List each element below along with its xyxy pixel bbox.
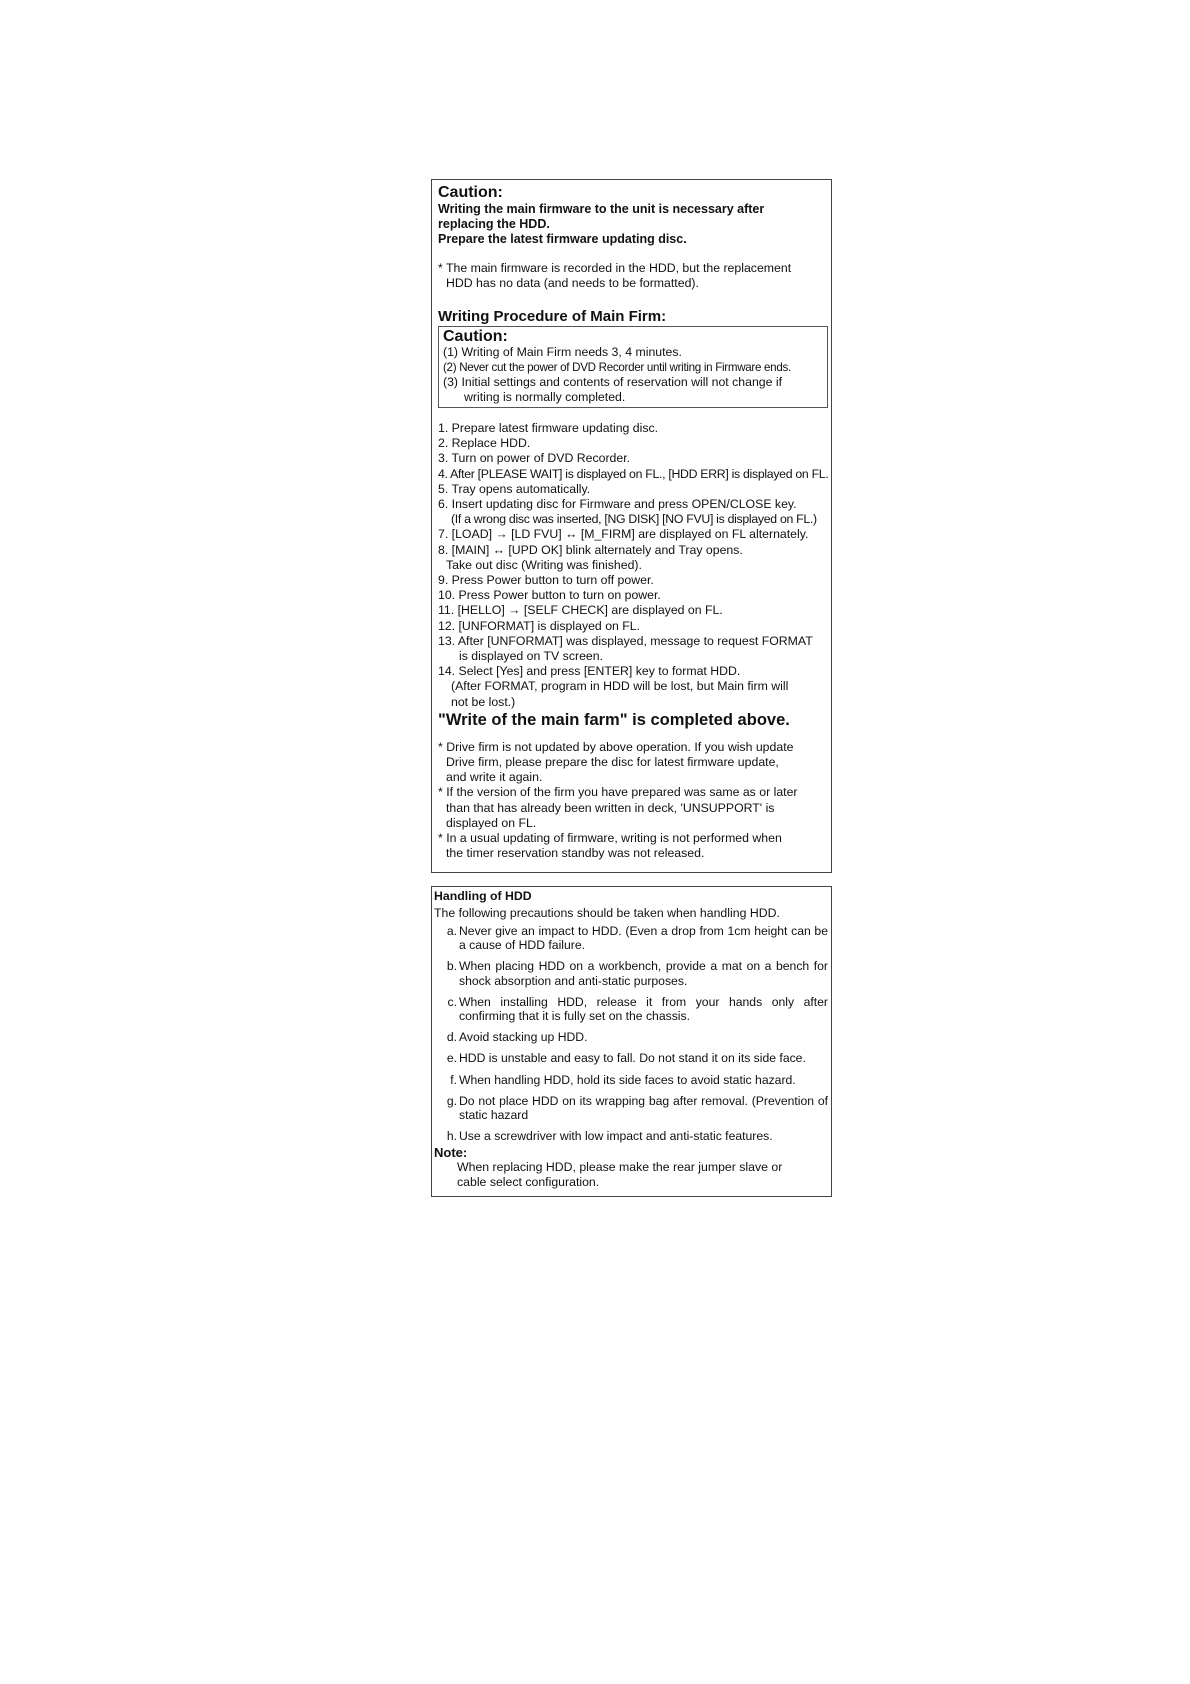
firmware-note: * The main firmware is recorded in the HDD, but the replacement	[438, 261, 792, 275]
step: (After FORMAT, program in HDD will be lost, but Main firm will	[451, 679, 789, 694]
step: 11. [HELLO] → [SELF CHECK] are displayed on FL.	[438, 603, 723, 618]
step: 5. Tray opens automatically.	[438, 481, 591, 496]
footnote: Drive firm, please prepare the disc for latest firmware update,	[446, 755, 779, 770]
step: 6. Insert updating disc for Firmware and press OPEN/CLOSE key.	[438, 497, 797, 512]
step: not be lost.)	[451, 694, 516, 709]
hdd-precaution	[434, 959, 828, 987]
step: 13. After [UNFORMAT] was displayed, message to request FORMAT	[438, 633, 813, 648]
note-line: When replacing HDD, please make the rear jumper slave or	[457, 1160, 783, 1175]
step: Take out disc (Writing was finished).	[446, 557, 642, 572]
step: (If a wrong disc was inserted, [NG DISK] [NO FVU] is displayed on FL.)	[451, 512, 817, 527]
hdd-precaution-text: When installing HDD, release it from your hands only after confirming that it is fully set on the chassis.	[459, 994, 828, 1024]
step: 14. Select [Yes] and press [ENTER] key to format HDD.	[438, 664, 741, 679]
note-title: Note:	[434, 1145, 468, 1161]
footnote: and write it again.	[446, 770, 543, 785]
caution-line: Prepare the latest firmware updating disc.	[438, 232, 687, 246]
firmware-note: HDD has no data (and needs to be formatted).	[446, 276, 699, 290]
step: is displayed on TV screen.	[459, 649, 603, 664]
procedure-title: Writing Procedure of Main Firm:	[438, 308, 667, 325]
step: 9. Press Power button to turn off power.	[438, 573, 654, 588]
step: 12. [UNFORMAT] is displayed on FL.	[438, 618, 641, 633]
step: 8. [MAIN] ↔ [UPD OK] blink alternately and Tray opens.	[438, 542, 743, 557]
hdd-precaution	[434, 1073, 828, 1087]
hdd-precaution	[434, 924, 828, 952]
hdd-precaution-text: Do not place HDD on its wrapping bag after removal. (Prevention of static hazard	[459, 1093, 828, 1123]
hdd-title: Handling of HDD	[434, 889, 532, 903]
hdd-precaution-label: g.	[446, 1093, 457, 1108]
footnote: the timer reservation standby was not released.	[446, 846, 705, 861]
inner-caution-box	[438, 326, 828, 408]
hdd-precaution-text: Use a screwdriver with low impact and anti-static features.	[459, 1129, 773, 1144]
inner-caution-item: (1) Writing of Main Firm needs 3, 4 minutes.	[443, 345, 682, 359]
hdd-precaution	[434, 1094, 828, 1122]
hdd-precaution-text: Never give an impact to HDD. (Even a drop from 1cm height can be a cause of HDD failure.	[459, 924, 828, 953]
firmware-caution-box	[431, 179, 832, 873]
caution-title: Caution:	[438, 184, 503, 201]
inner-caution-item: (2) Never cut the power of DVD Recorder until writing in Firmware ends.	[443, 361, 791, 374]
caution-line: Writing the main firmware to the unit is necessary after	[438, 202, 765, 216]
hdd-precaution	[434, 1129, 828, 1143]
step: 3. Turn on power of DVD Recorder.	[438, 451, 631, 466]
note-line: cable select configuration.	[457, 1175, 600, 1190]
hdd-handling-box	[431, 886, 832, 1197]
inner-caution-title: Caution:	[443, 328, 508, 345]
footnote: * In a usual updating of firmware, writing is not performed when	[438, 831, 782, 846]
hdd-precaution-text: When handling HDD, hold its side faces to avoid static hazard.	[459, 1072, 796, 1087]
procedure-steps	[438, 421, 829, 710]
footnote: * Drive firm is not updated by above operation. If you wish update	[438, 739, 794, 754]
footnote: than that has already been written in deck, 'UNSUPPORT' is	[446, 800, 775, 815]
hdd-precaution-label: e.	[446, 1051, 457, 1066]
hdd-precaution-label: f.	[450, 1072, 457, 1087]
step: 1. Prepare latest firmware updating disc.	[438, 421, 659, 435]
footnote: displayed on FL.	[446, 815, 537, 830]
hdd-precaution-text: Avoid stacking up HDD.	[459, 1030, 588, 1045]
hdd-precaution-label: c.	[447, 994, 457, 1009]
hdd-precaution	[434, 995, 828, 1023]
hdd-precaution-label: b.	[446, 959, 457, 974]
caution-line: replacing the HDD.	[438, 217, 550, 231]
hdd-precaution	[434, 1030, 828, 1044]
hdd-precaution-label: a.	[446, 924, 457, 938]
hdd-precaution-label: h.	[446, 1129, 457, 1144]
hdd-intro: The following precautions should be taken when handling HDD.	[434, 906, 780, 920]
hdd-precaution-text: HDD is unstable and easy to fall. Do not stand it on its side face.	[459, 1051, 806, 1066]
hdd-precaution-text: When placing HDD on a workbench, provide a mat on a bench for shock absorption and anti-static purposes.	[459, 959, 828, 988]
hdd-precaution-label: d.	[446, 1030, 457, 1045]
step: 7. [LOAD] → [LD FVU] ↔ [M_FIRM] are displayed on FL alternately.	[438, 527, 809, 542]
inner-caution-item: (3) Initial settings and contents of reservation will not change if	[443, 375, 783, 389]
step: 2. Replace HDD.	[438, 436, 531, 451]
inner-caution-item: writing is normally completed.	[464, 390, 626, 404]
footnote: * If the version of the firm you have prepared was same as or later	[438, 785, 798, 800]
completed-heading: "Write of the main farm" is completed above.	[438, 710, 790, 729]
step: 4. After [PLEASE WAIT] is displayed on FL., [HDD ERR] is displayed on FL.	[438, 466, 829, 481]
step: 10. Press Power button to turn on power.	[438, 588, 661, 603]
hdd-precaution	[434, 1051, 828, 1065]
